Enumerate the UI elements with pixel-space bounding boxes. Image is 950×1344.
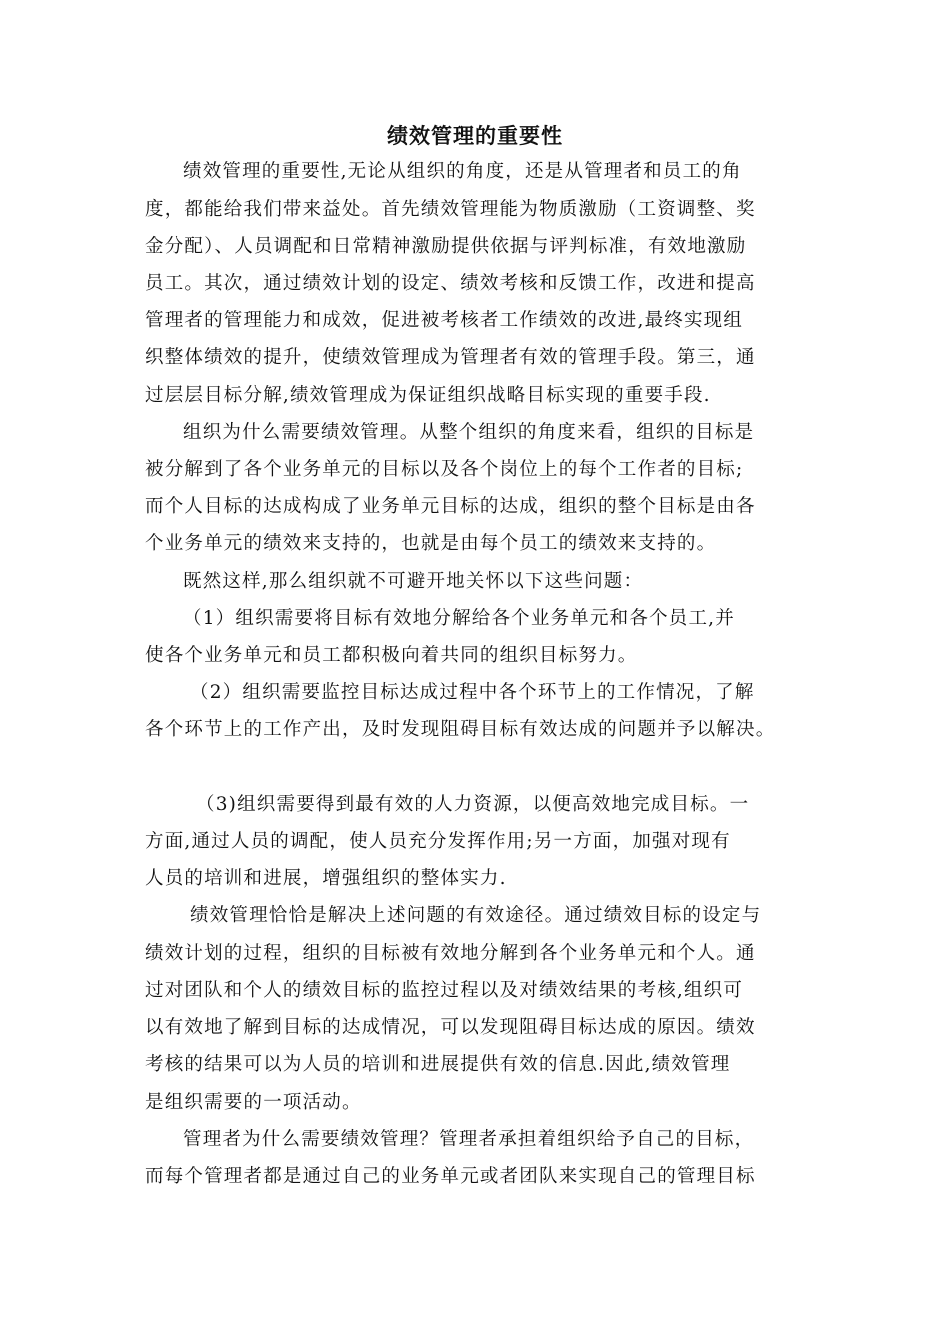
paragraph-line: 过对团队和个人的绩效目标的监控过程以及对绩效结果的考核,组织可 (145, 980, 744, 1001)
document-title: 绩效管理的重要性 (387, 124, 563, 148)
paragraph-line: 而每个管理者都是通过自己的业务单元或者团队来实现自己的管理目标 (145, 1166, 756, 1187)
paragraph-line: 管理者为什么需要绩效管理？管理者承担着组织给予自己的目标， (183, 1129, 755, 1150)
paragraph-line: 管理者的管理能力和成效，促进被考核者工作绩效的改进,最终实现组 (145, 310, 744, 331)
paragraph-line: 组织为什么需要绩效管理。从整个组织的角度来看，组织的目标是 (183, 422, 755, 443)
paragraph-line: 是组织需要的一项活动。 (145, 1092, 362, 1113)
paragraph-line: 而个人目标的达成构成了业务单元目标的达成，组织的整个目标是由各 (145, 496, 756, 517)
paragraph-line: 被分解到了各个业务单元的目标以及各个岗位上的每个工作者的目标; (145, 459, 744, 480)
paragraph-line: （3)组织需要得到最有效的人力资源，以便高效地完成目标。一 (196, 794, 750, 815)
paragraph-line: （1）组织需要将目标有效地分解给各个业务单元和各个员工,并 (183, 608, 735, 629)
paragraph-line: 绩效计划的过程，组织的目标被有效地分解到各个业务单元和个人。通 (145, 943, 756, 964)
paragraph-line: 考核的结果可以为人员的培训和进展提供有效的信息.因此,绩效管理 (145, 1054, 731, 1075)
paragraph-line: 既然这样,那么组织就不可避开地关怀以下这些问题： (183, 571, 644, 592)
paragraph-line: 以有效地了解到目标的达成情况，可以发现阻碍目标达成的原因。绩效 (145, 1017, 756, 1038)
paragraph-line: 员工。其次，通过绩效计划的设定、绩效考核和反馈工作，改进和提高 (145, 273, 756, 294)
paragraph-line: 使各个业务单元和员工都积极向着共同的组织目标努力。 (145, 645, 638, 666)
paragraph-line: （2）组织需要监控目标达成过程中各个环节上的工作情况，了解 (190, 682, 755, 703)
paragraph-line: 绩效管理的重要性,无论从组织的角度，还是从管理者和员工的角 (183, 161, 742, 182)
paragraph-line: 金分配）、人员调配和日常精神激励提供依据与评判标准，有效地激励 (145, 236, 747, 257)
paragraph-line: 人员的培训和进展，增强组织的整体实力. (145, 868, 507, 889)
paragraph-line: 个业务单元的绩效来支持的，也就是由每个员工的绩效来支持的。 (145, 533, 717, 554)
paragraph-line: 织整体绩效的提升，使绩效管理成为管理者有效的管理手段。第三，通 (145, 347, 756, 368)
paragraph-line: 方面,通过人员的调配，使人员充分发挥作用;另一方面，加强对现有 (145, 831, 731, 852)
paragraph-line: 过层层目标分解,绩效管理成为保证组织战略目标实现的重要手段. (145, 385, 711, 406)
paragraph-line: 度，都能给我们带来益处。首先绩效管理能为物质激励（工资调整、奖 (145, 199, 756, 220)
paragraph-line: 绩效管理恰恰是解决上述问题的有效途径。通过绩效目标的设定与 (190, 905, 762, 926)
paragraph-line: 各个环节上的工作产出，及时发现阻碍目标有效达成的问题并予以解决。 (145, 719, 776, 740)
